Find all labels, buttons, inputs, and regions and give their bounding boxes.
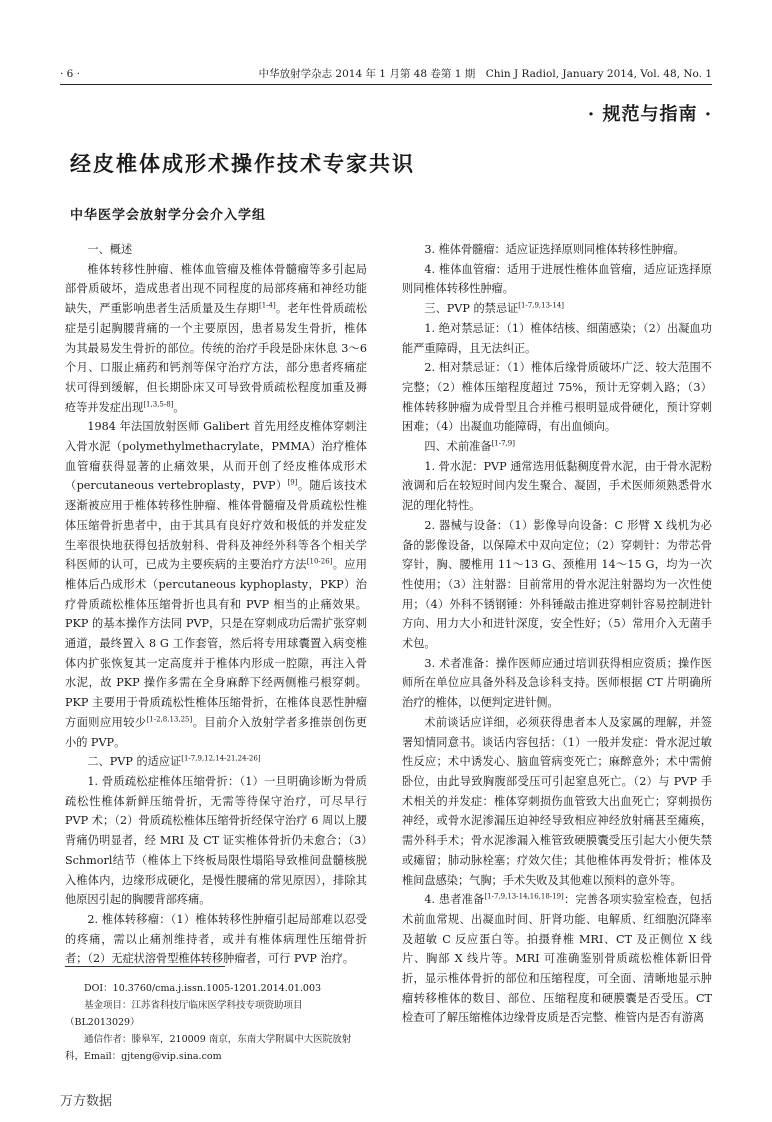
citation-ref: [10-26] xyxy=(306,557,333,566)
citation-ref: [1-4] xyxy=(258,301,276,310)
citation-ref: [1-7,9,13-14,16,18-19] xyxy=(484,892,564,901)
paragraph: 2. 相对禁忌证：（1）椎体后缘骨质破坏广泛、较大范围不完整；（2）椎体压缩程度超过 75%，预计无穿刺入路；（3）椎体转移肿瘤为成骨型且合并椎弓根明显成骨硬化，预计穿刺困难；（4）出凝血功能障碍，有出血倾向。 xyxy=(402,361,712,434)
doi-line: DOI：10.3760/cma.j.issn.1005-1201.2014.01.003 xyxy=(84,983,322,994)
paragraph: 1. 绝对禁忌证：（1）椎体结核、细菌感染；（2）出凝血功能严重障碍，且无法纠正。 xyxy=(402,321,712,355)
section-heading-indications: 二、PVP 的适应证[1-7,9,12,14-21,24-26] xyxy=(87,754,261,769)
paragraph: 2. 椎体转移瘤：（1）椎体转移性肿瘤引起局部难以忍受的疼痛，需以止痛剂维持者，或并有椎体病理性压缩骨折者；（2）无症状溶骨型椎体转移肿瘤者，可行 PVP 治疗。 xyxy=(65,912,367,966)
paragraph: 椎体转移性肿瘤、椎体血管瘤及椎体骨髓瘤等多引起局部骨质破坏，造成患者出现不同程度的局部疼痛和神经功能缺失，严重影响患者生活质量及生存期[1-4]。老年性骨质疏松症是引起胸腰背痛的一个主要原因，患者易发生骨折，椎体为其最易发生骨折的部位。传统的治疗手段是卧床休息 3～6 个月、口服止痛药和钙剂等保守治疗方法，部分患者疼痛症状可得到缓解，但长期卧床又可导致骨质疏松程度加重及褥疮等并发症出现[1,3,5-8]。 xyxy=(65,262,367,414)
section-heading-overview: 一、概述 xyxy=(87,243,133,256)
page-number: · 6 · xyxy=(60,68,81,80)
corresponding-author: 通信作者：滕皋军，210009 南京，东南大学附属中大医院放射科，Email：gjteng@vip.sina.com xyxy=(65,1034,352,1062)
right-column xyxy=(402,240,712,1028)
fund-line: 基金项目：江苏省科技厅临床医学科技专项资助项目（BL2013029） xyxy=(65,1000,303,1028)
citation-ref: [1-7,9,12,14-21,24-26] xyxy=(181,754,261,763)
paragraph: 术前谈话应详细，必须获得患者本人及家属的理解，并签署知情同意书。谈话内容包括：（1）一般并发症：骨水泥过敏性反应；术中诱发心、脑血管病变死亡；麻醉意外；术中需俯卧位，由此导致胸腹部受压可引起窒息死亡。（2）与 PVP 手术相关的并发症：椎体穿刺损伤血管致大出血死亡；穿刺损伤神经，或骨水泥渗漏压迫神经导致相应神经放射痛甚至瘫痪，需外科手术；骨水泥渗漏入椎管致硬膜囊受压引起大小便失禁或瘫留；肺动脉栓塞；疗效欠佳；其他椎体再发骨折；椎体及椎间盘感染；气胸；手术失败及其他难以预料的意外等。 xyxy=(402,715,712,887)
section-heading-contraindications: 三、PVP 的禁忌证[1-7,9,13-14] xyxy=(424,301,565,316)
author-group: 中华医学会放射学分会介入学组 xyxy=(70,208,267,223)
citation-ref: [1,3,5-8] xyxy=(143,399,174,408)
section-label: · 规范与指南 · xyxy=(587,104,712,125)
citation-ref: [1-2,8,13,25] xyxy=(146,715,193,724)
citation-ref: [1-7,9] xyxy=(491,439,515,448)
footnote-divider xyxy=(65,966,225,967)
article-title: 经皮椎体成形术操作技术专家共识 xyxy=(70,151,415,176)
paragraph: 3. 椎体骨髓瘤：适应证选择原则同椎体转移性肿瘤。 xyxy=(424,243,685,256)
paragraph: 2. 器械与设备：（1）影像导向设备：C 形臂 X 线机为必备的影像设备，以保障术中双向定位；（2）穿刺针：为带芯骨穿针，胸、腰椎用 11～13 G、颈椎用 14～15 G，均为一次性使用；（3）注射器：目前常用的骨水泥注射器均为一次性使用；（4）外科不锈钢锤：外科锤敲击推进穿刺针容易控制进针方向、用力大小和进针深度，安全性好；（5）常用介入无菌手术包。 xyxy=(402,518,712,651)
paragraph: 4. 患者准备[1-7,9,13-14,16,18-19]：完善各项实验室检查，包括术前血常规、出凝血时间、肝肾功能、电解质、红细胞沉降率及超敏 C 反应蛋白等。拍摄脊椎 MRI、CT 及正侧位 X 线片、胸部 X 线片等。MRI 可准确鉴别骨质疏松椎体新旧骨折，显示椎体骨折的部位和压缩程度，可全面、清晰地显示肿瘤转移椎体的数目、部位、压缩程度和硬膜囊是否受压。CT 检查可了解压缩椎体边缘骨皮质是否完整、椎管内是否有游离 xyxy=(402,892,712,1025)
journal-citation: 中华放射学杂志 2014 年 1 月第 48 卷第 1 期 Chin J Radiol, January 2014, Vol. 48, No. 1 xyxy=(258,68,712,80)
running-header xyxy=(60,66,712,82)
paragraph: 4. 椎体血管瘤：适用于进展性椎体血管瘤，适应证选择原则同椎体转移性肿瘤。 xyxy=(402,262,712,296)
paragraph: 1984 年法国放射医师 Galibert 首先用经皮椎体穿刺注入骨水泥（polymethylmethacrylate，PMMA）治疗椎体血管瘤获得显著的止痛效果，从而开创了经皮椎体成形术（percutaneous vertebroplasty，PVP）[9]。随后该技术逐渐被应用于椎体转移性肿瘤、椎体骨髓瘤及骨质疏松性椎体压缩骨折患者中，由于其具有良好疗效和极低的并发症发生率很快地获得包括放射科、骨科及神经外科等各个相关学科医师的认可，已成为主要疾病的主要治疗方法[10-26]。应用椎体后凸成形术（percutaneous kyphoplasty，PKP）治疗骨质疏松椎体压缩骨折也具有和 PVP 相当的止痛效果。PKP 的基本操作方法同 PVP，只是在穿刺成功后需扩张穿刺通道，最终置入 8 G 工作套管，然后将专用球囊置入病变椎体内扩张恢复其一定高度并于椎体内形成一腔隙，再注入骨水泥，故 PKP 操作多需在全身麻醉下经两侧椎弓根穿刺。PKP 主要用于骨质疏松性椎体压缩骨折，在椎体良恶性肿瘤方面则应用较少[1-2,8,13,25]。目前介入放射学者多推崇创伤更小的 PVP。 xyxy=(65,420,367,749)
section-heading-preparation: 四、术前准备[1-7,9] xyxy=(424,439,515,454)
citation-ref: [1-7,9,13-14] xyxy=(518,301,565,310)
paragraph: 1. 骨质疏松症椎体压缩骨折：（1）一旦明确诊断为骨质疏松性椎体新鲜压缩骨折，无需等待保守治疗，可尽早行 PVP 术；（2）骨质疏松椎体压缩骨折经保守治疗 6 周以上腰背痛仍明显者，经 MRI 及 CT 证实椎体骨折仍未愈合；（3）Schmorl结节（椎体上下终板局限性塌陷导致椎间盘髓核脱入椎体内，边缘形成硬化，是慢性腰痛的常见原因），排除其他原因引起的胸腰背部疼痛。 xyxy=(65,774,367,907)
watermark: 万方数据 xyxy=(60,1094,113,1109)
paragraph: 1. 骨水泥：PVP 通常选用低黏稠度骨水泥，由于骨水泥粉液调和后在较短时间内发生聚合、凝固，手术医师须熟悉骨水泥的理化特性。 xyxy=(402,459,712,513)
footnotes xyxy=(65,980,367,1065)
paragraph: 3. 术者准备：操作医师应通过培训获得相应资质；操作医师所在单位应具备外科及急诊科支持。医师根据 CT 片明确所治疗的椎体，以便判定进针侧。 xyxy=(402,656,712,710)
citation-ref: [9] xyxy=(287,478,298,487)
header-divider xyxy=(60,84,712,85)
left-column xyxy=(65,240,367,969)
